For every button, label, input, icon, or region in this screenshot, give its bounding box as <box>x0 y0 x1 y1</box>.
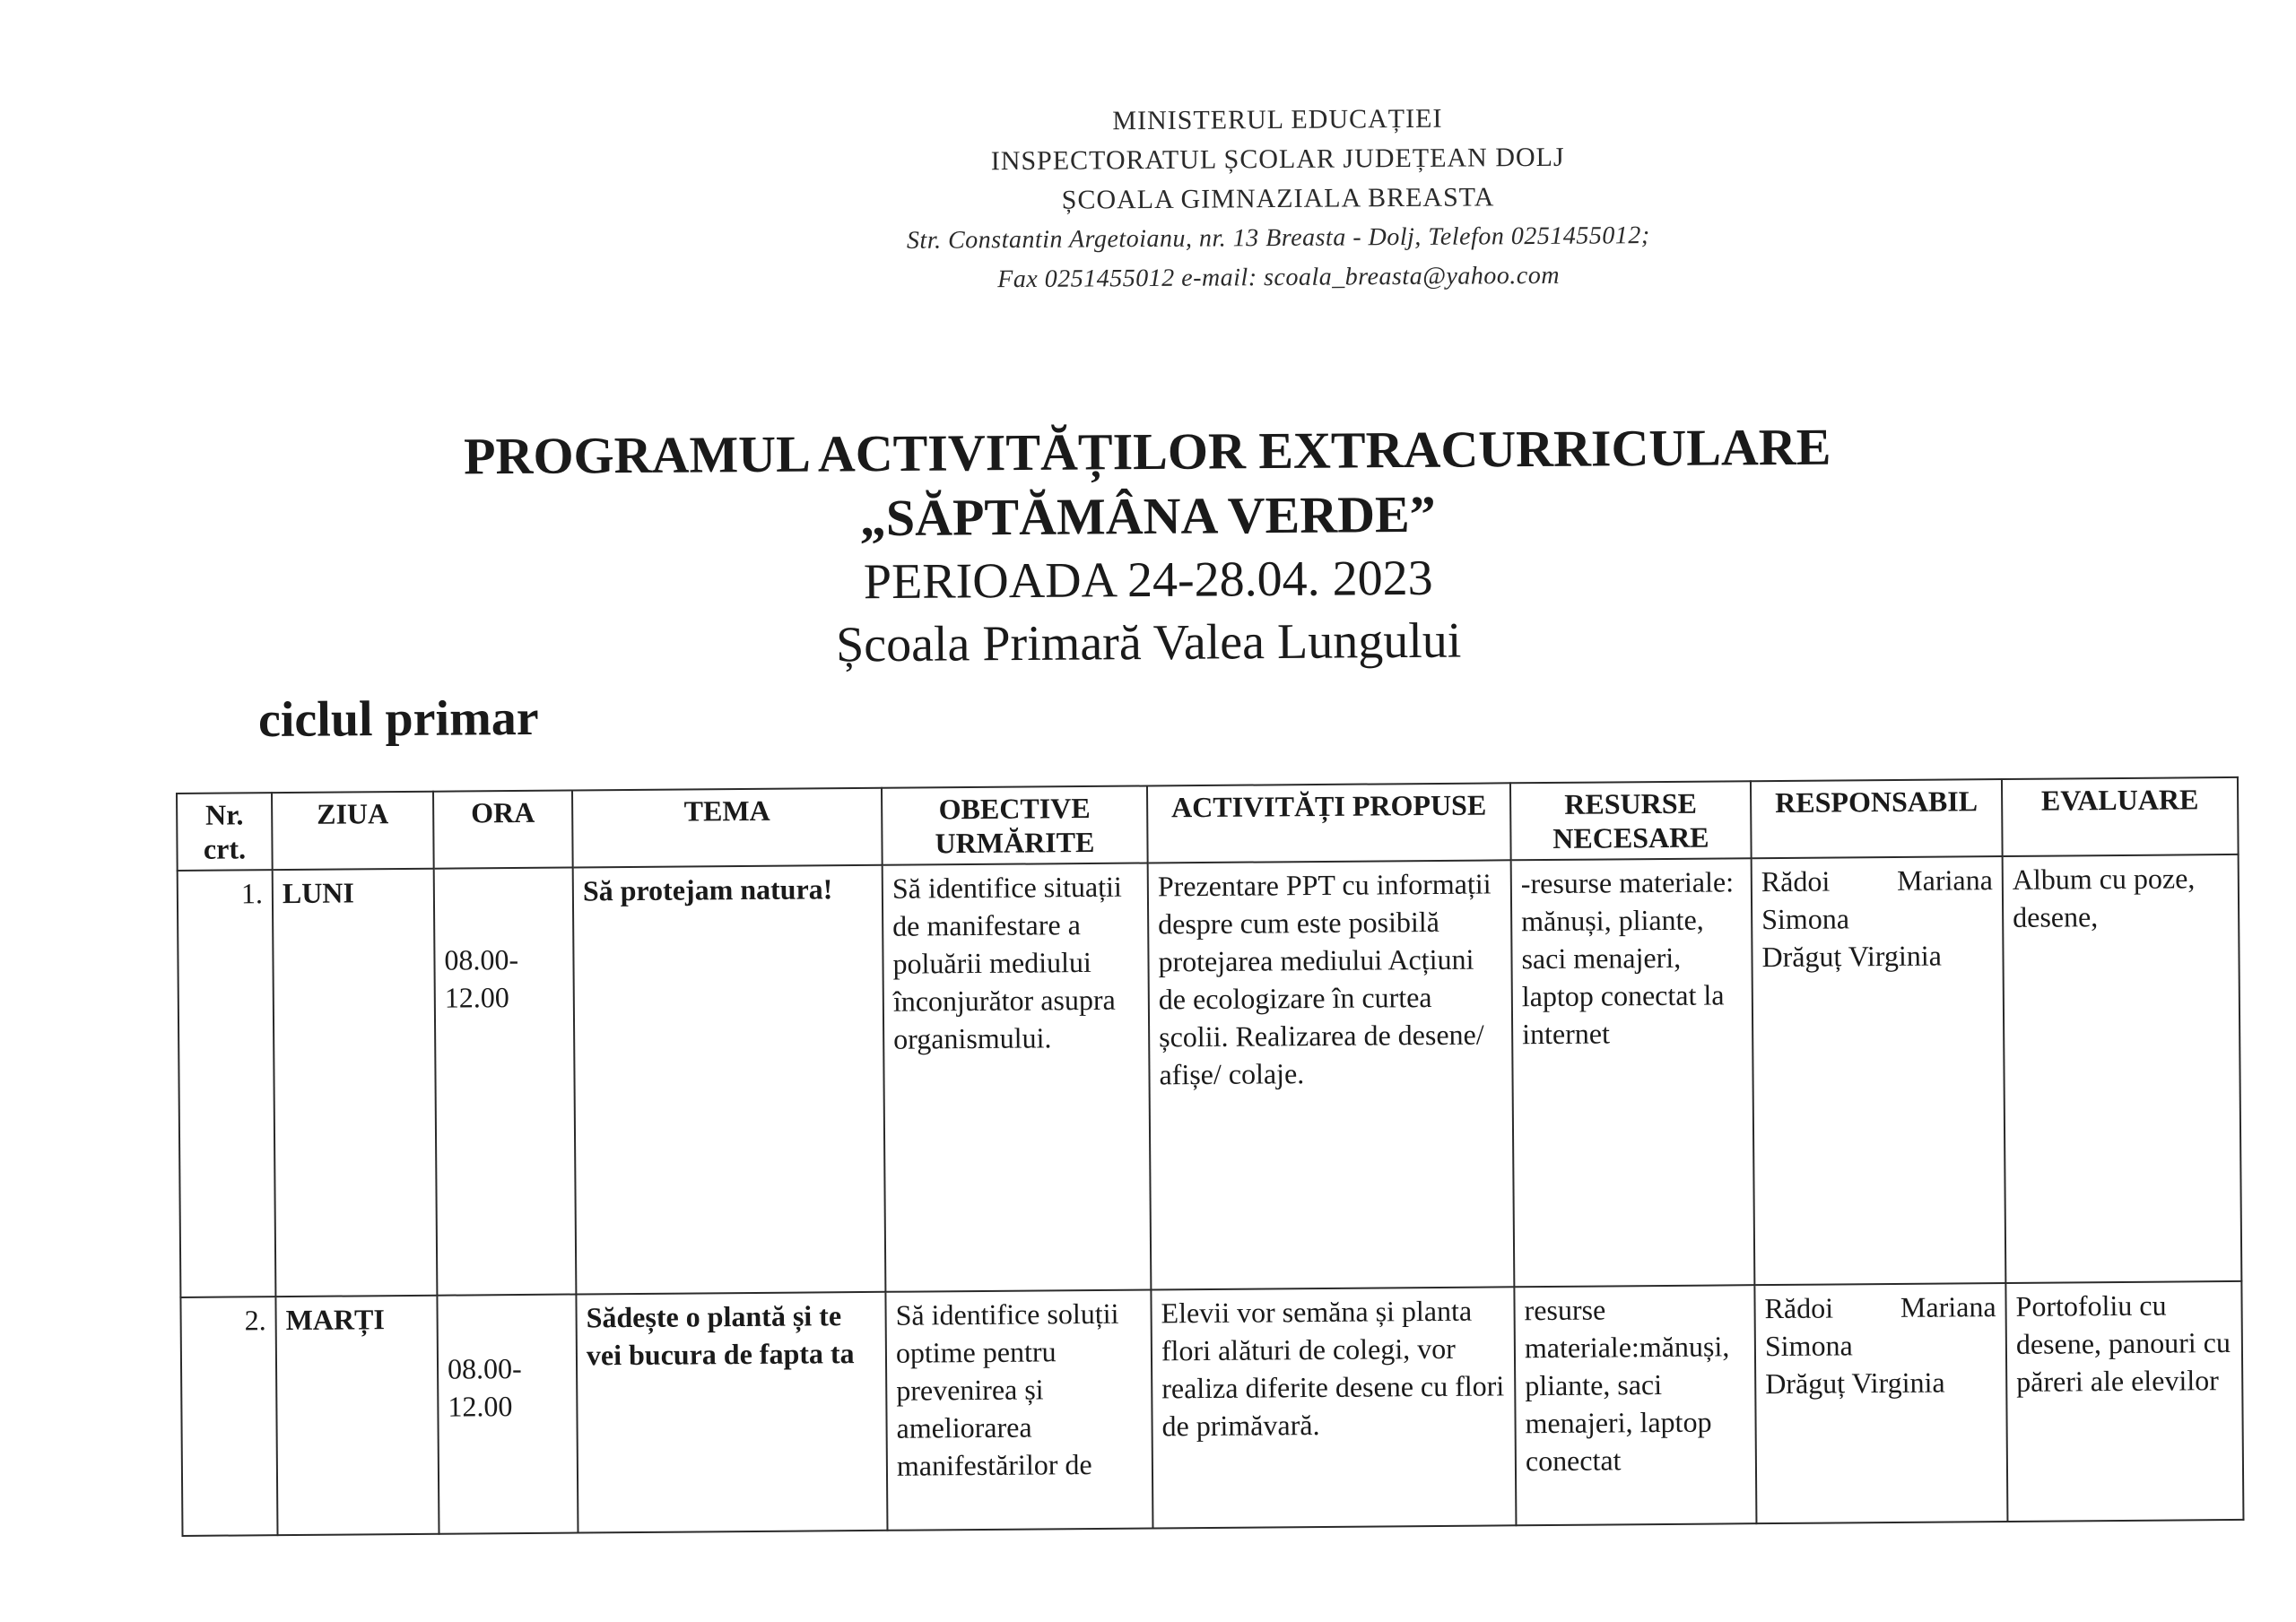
program-title: PROGRAMUL ACTIVITĂȚILOR EXTRACURRICULARE <box>463 417 1831 486</box>
header-resources: RESURSE NECESARE <box>1510 781 1752 860</box>
row-evaluation: Portofoliu cu desene, panouri cu păreri ale elevilor <box>2005 1281 2243 1522</box>
school-line: Școala Primară Valea Lungului <box>835 612 1462 673</box>
row-objectives: Să identifice soluții optime pentru prevenirea și ameliorarea manifestărilor de <box>885 1289 1152 1530</box>
row-theme: Sădește o plantă și te vei bucura de fapta ta <box>576 1292 887 1533</box>
row-objectives: Să identifice situații de manifestare a poluării mediului înconjurător asupra organismului. <box>883 863 1152 1291</box>
header-day: ZIUA <box>272 792 434 870</box>
responsible-second-person: Drăguț Virginia <box>1761 939 1943 974</box>
row-activities: Prezentare PPT cu informații despre cum este posibilă protejarea mediului Acțiuni de ecologizare în curtea școlii. Realizarea de desene/ afișe/ colaje. <box>1148 860 1515 1289</box>
week-title: „SĂPTĂMÂNA VERDE” <box>859 484 1436 548</box>
row-day: LUNI <box>273 869 438 1297</box>
row-day: MARȚI <box>275 1296 439 1535</box>
inspectorate-line: INSPECTORATUL ȘCOLAR JUDEȚEAN DOLJ <box>990 142 1565 177</box>
row-activities: Elevii vor semăna și planta flori alături de colegi, vor realiza diferite desene cu flori de primăvară. <box>1151 1287 1516 1528</box>
table-row <box>180 1281 2243 1536</box>
header-nr: Nr. crt. <box>177 793 273 871</box>
document-title <box>385 414 1911 680</box>
row-responsible <box>1754 1283 2007 1523</box>
responsible-second-name: Simona <box>1764 1329 1853 1363</box>
header-evaluation: EVALUARE <box>2002 777 2239 856</box>
row-number: 2. <box>180 1297 277 1536</box>
school-name-line: ȘCOALA GIMNAZIALA BREASTA <box>1061 182 1495 215</box>
row-resources: resurse materiale:mănuși, pliante, saci menajeri, laptop conectat <box>1514 1285 1756 1525</box>
period-line: PERIOADA 24-28.04. 2023 <box>863 550 1433 611</box>
header-theme: TEMA <box>572 788 883 868</box>
header-activities: ACTIVITĂȚI PROPUSE <box>1147 783 1511 863</box>
responsible-surname: Rădoi <box>1764 1291 1834 1325</box>
row-resources: -resurse materiale: mănuși, pliante, saci menajeri, laptop conectat la internet <box>1511 858 1755 1287</box>
row-time: 08.00-12.00 <box>437 1295 578 1534</box>
responsible-name-line <box>1764 1288 1996 1327</box>
responsible-firstname: Mariana <box>1900 1290 1996 1323</box>
row-responsible <box>1752 856 2006 1285</box>
row-evaluation: Album cu poze, desene, <box>2003 854 2242 1283</box>
school-letterhead <box>627 96 1929 302</box>
header-objectives: OBECTIVE URMĂRITE <box>882 785 1148 864</box>
responsible-second-name: Simona <box>1761 902 1850 936</box>
ministry-line: MINISTERUL EDUCAȚIEI <box>1112 103 1443 136</box>
responsible-second-person: Drăguț Virginia <box>1765 1366 1945 1401</box>
row-number: 1. <box>178 870 276 1297</box>
activities-table <box>176 776 2244 1537</box>
address-line: Str. Constantin Argetoianu, nr. 13 Breasta - Dolj, Telefon 0251455012; <box>906 221 1650 255</box>
cycle-label: ciclul primar <box>257 690 539 749</box>
contact-line: Fax 0251455012 e-mail: scoala_breasta@yahoo.com <box>997 261 1561 294</box>
activities-table-wrap <box>176 776 2242 1537</box>
row-theme: Să protejam natura! <box>573 865 886 1295</box>
table-row <box>178 854 2242 1297</box>
responsible-surname: Rădoi <box>1761 864 1831 898</box>
responsible-name-line <box>1761 861 1993 900</box>
header-time: ORA <box>433 791 573 869</box>
header-responsible: RESPONSABIL <box>1751 779 2003 858</box>
row-time: 08.00-12.00 <box>434 868 577 1296</box>
responsible-firstname: Mariana <box>1897 863 1993 897</box>
